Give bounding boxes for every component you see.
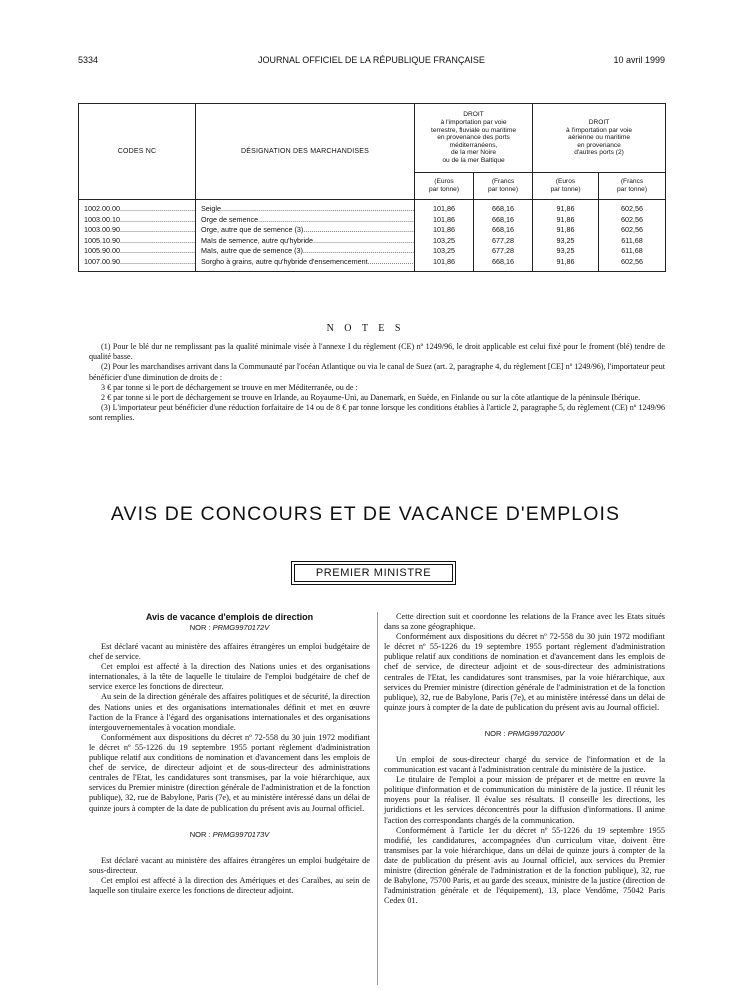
note-paragraph: (2) Pour les marchandises arrivant dans la Communauté par l'océan Atlantique ou via le canal de Suez (art. 2, paragraphe 4, du règlement [CE] nº 1249/96), l'importateur peut bénéficier d'une diminution de droits de : <box>89 362 665 382</box>
tariff-table <box>78 103 666 272</box>
issue-date: 10 avril 1999 <box>613 55 665 65</box>
header-text: (Francs <box>491 178 515 186</box>
note-paragraph: 3 € par tonne si le port de déchargement se trouve en mer Méditerranée, ou de : <box>101 382 358 392</box>
code-text: 1007.00.90 <box>84 256 120 266</box>
designation-text: Maïs, autre que de semence (3) <box>201 246 303 256</box>
header-text: par tonne) <box>487 186 519 193</box>
cell-francs-2: 602,56 <box>599 257 666 271</box>
designation-text: Orge de semence <box>201 214 259 224</box>
nor-label: NOR : <box>484 728 508 738</box>
body-paragraph: Conformément à l'article 1er du décret nº 55-1226 du 19 septembre 1955 modifié, les candidatures, accompagnées d'un curriculum vitae, doivent être transmises par la voie hiérarchique, dans un délai de quinze jours à compter de la date de publication du présent avis au Journal officiel, aux services du Premier ministre (direction générale de l'administration et de la fonction publique), 32, rue de Babylone, 75700 Paris, et au garde des sceaux, ministre de la justice (direction de l'administration générale et de l'équipement), 13, place Vendôme, 75042 Paris Cedex 01. <box>384 825 665 906</box>
body-paragraph: Au sein de la direction générale des affaires politiques et de sécurité, la direction des Nations unies et des organisations internationales définit et met en œuvre l'action de la France à l'égard des organisations internationales et des organisations intergouvernementales à vocation mondiale. <box>89 692 370 732</box>
header-text: d'autres ports (2) <box>574 149 624 157</box>
nor-code: PRMG9970172V <box>212 623 270 632</box>
cell-francs-1: 668,16 <box>474 257 533 271</box>
right-column <box>384 612 665 906</box>
body-paragraph: Est déclaré vacant au ministère des affaires étrangères un emploi budgétaire de chef de service. <box>89 642 370 662</box>
section-title-box <box>291 561 456 585</box>
header-text: en provenance des ports <box>437 134 510 142</box>
header-droit-group-2 <box>533 104 666 173</box>
left-column <box>89 612 370 896</box>
header-text: (Francs <box>620 178 644 186</box>
cell-code <box>79 257 196 271</box>
cell-code <box>79 236 196 247</box>
cell-francs-1: 668,16 <box>474 225 533 236</box>
cell-code <box>79 200 196 215</box>
header-text: DROIT <box>588 119 610 127</box>
designation-text: Orge, autre que de semence (3) <box>201 225 304 235</box>
designation-text: Maïs de semence, autre qu'hybride <box>201 235 314 245</box>
nor-reference <box>384 729 665 739</box>
journal-title: JOURNAL OFFICIEL DE LA RÉPUBLIQUE FRANÇAISE <box>258 55 485 65</box>
header-text: par tonne) <box>428 186 460 193</box>
main-title: AVIS DE CONCOURS ET DE VACANCE D'EMPLOIS <box>110 503 621 525</box>
header-text: par tonne) <box>616 186 648 193</box>
table-row <box>79 236 666 247</box>
body-paragraph: Est déclaré vacant au ministère des affaires étrangères un emploi budgétaire de sous-directeur. <box>89 855 370 875</box>
body-paragraph: Conformément aux dispositions du décret nº 72-558 du 30 juin 1972 modifiant le décret nº 55-1226 du 19 septembre 1955 portant règlement d'administration publique relatif aux conditions de nomination et d'avancement dans les emplois de chef de service, de directeur adjoint et de sous-directeur des administrations centrales de l'Etat, les candidatures sont transmises, par la voie hiérarchique, aux services du Premier ministre (direction générale de l'administration et de la fonction publique), 32, rue de Babylone, Paris (7e), et au ministère intéressé dans un délai de quinze jours à compter de la date de publication du présent avis au Journal officiel. <box>89 732 370 813</box>
header-text: à l'importation par voie <box>440 119 507 127</box>
cell-euros-1: 101,86 <box>415 225 474 236</box>
table-row <box>79 215 666 226</box>
header-text: par tonne) <box>550 186 581 193</box>
code-text: 1005.10.90 <box>84 235 120 245</box>
header-text: (Euros <box>434 178 454 186</box>
nor-code: PRMG9970173V <box>212 829 270 839</box>
cell-euros-1: 101,86 <box>415 257 474 271</box>
header-text: méditerranéens, <box>449 141 498 149</box>
section-title: PREMIER MINISTRE <box>315 567 432 579</box>
table-row <box>79 257 666 271</box>
nor-label: NOR : <box>189 623 213 632</box>
cell-designation <box>196 246 415 257</box>
cell-euros-1: 101,86 <box>415 215 474 226</box>
code-text: 1003.00.10 <box>84 214 120 224</box>
nor-reference <box>89 623 370 633</box>
note-paragraph: (3) L'importateur peut bénéficier d'une réduction forfaitaire de 14 ou de 8 € par tonne lorsque les conditions établies à l'article 2, paragraphe 5, du règlement (CE) nº 1249/96 sont remplies. <box>89 403 665 423</box>
code-text: 1002.00.00 <box>84 204 120 213</box>
table-row <box>79 200 666 215</box>
cell-euros-1: 101,86 <box>415 200 474 215</box>
header-designation: DÉSIGNATION DES MARCHANDISES <box>196 104 415 200</box>
table-row <box>79 246 666 257</box>
cell-euros-2: 91,86 <box>533 225 599 236</box>
nor-reference <box>89 830 370 840</box>
cell-code <box>79 215 196 226</box>
header-text: de la mer Noire <box>450 149 497 157</box>
article-heading: Avis de vacance d'emplois de direction <box>145 612 314 622</box>
cell-euros-1: 103,25 <box>415 236 474 247</box>
header-francs-2 <box>599 173 666 200</box>
header-francs-1 <box>474 173 533 200</box>
header-text: DROIT <box>463 111 484 119</box>
cell-francs-2: 602,56 <box>599 215 666 226</box>
header-droit-group-1 <box>415 104 533 173</box>
header-text: ou de la mer Baltique <box>442 156 505 164</box>
cell-francs-2: 602,56 <box>599 200 666 215</box>
column-divider <box>377 612 378 985</box>
page-number: 5334 <box>78 55 99 65</box>
body-paragraph: Cet emploi est affecté à la direction des Nations unies et des organisations internationales, à la tête de laquelle le titulaire de l'emploi budgétaire de chef de service exerce les fonctions de directeur. <box>89 662 370 692</box>
cell-code <box>79 225 196 236</box>
header-euros-1 <box>415 173 474 200</box>
cell-designation <box>196 200 415 215</box>
notes-heading: N O T E S <box>326 323 405 334</box>
body-paragraph: Le titulaire de l'emploi a pour mission de préparer et de mettre en œuvre la politique d'information et de communication du ministère de la justice. Il réunit les moyens pour la réaliser. Il évalue ses résultats. Il conseille les directions, les juridictions et les services déconcentrés pour la diffusion d'informations. Il anime l'action des correspondants chargés de la communication. <box>384 775 665 825</box>
header-text: à l'importation par voie <box>565 126 633 134</box>
cell-designation <box>196 257 415 271</box>
cell-francs-1: 668,16 <box>474 200 533 215</box>
nor-code: PRMG9970200V <box>507 728 565 738</box>
header-text: aérienne ou maritime <box>568 134 630 142</box>
cell-euros-2: 91,86 <box>533 215 599 226</box>
cell-designation <box>196 215 415 226</box>
cell-euros-2: 93,25 <box>533 236 599 247</box>
page-header <box>78 55 665 69</box>
cell-code <box>79 246 196 257</box>
note-paragraph: (1) Pour le blé dur ne remplissant pas la qualité minimale visée à l'annexe I du règlement (CE) nº 1249/96, le droit applicable est celui fixé pour le froment (blé) tendre de qualité basse. <box>89 342 665 362</box>
nor-label: NOR : <box>189 829 213 839</box>
cell-designation <box>196 236 415 247</box>
header-text: terrestre, fluviale ou maritime <box>431 126 517 134</box>
note-paragraph: 2 € par tonne si le port de déchargement se trouve en Irlande, au Royaume-Uni, au Danemark, en Suède, en Finlande ou sur la côte atlantique de la péninsule Ibérique. <box>101 393 641 403</box>
cell-designation <box>196 225 415 236</box>
designation-text: Sorgho à grains, autre qu'hybride d'ensemencement <box>201 256 368 266</box>
body-paragraph: Conformément aux dispositions du décret nº 72-558 du 30 juin 1972 modifiant le décret nº 55-1226 du 19 septembre 1955 portant règlement d'administration publique relatif aux conditions de nomination et d'avancement dans les emplois de chef de service, de directeur adjoint et de sous-directeur des administrations centrales de l'Etat, les candidatures sont transmises, par la voie hiérarchique, aux services du Premier ministre (direction générale de l'administration et de la fonction publique), 32, rue de Babylone, Paris (7e), et au ministère intéressé dans un délai de quinze jours à compter de la date de publication du présent avis au Journal officiel. <box>384 632 665 712</box>
body-paragraph: Un emploi de sous-directeur chargé du service de l'information et de la communication est vacant à l'administration centrale du ministère de la justice. <box>384 754 665 775</box>
notes-section <box>89 342 665 424</box>
header-codes-nc: CODES NC <box>79 104 196 200</box>
body-paragraph: Cette direction suit et coordonne les relations de la France avec les Etats situés dans sa zone géographique. <box>384 612 665 632</box>
cell-francs-1: 677,28 <box>474 236 533 247</box>
body-paragraph: Cet emploi est affecté à la direction des Amériques et des Caraïbes, au sein de laquelle son titulaire exerce les fonctions de directeur adjoint. <box>89 875 370 895</box>
code-text: 1003.00.90 <box>84 225 120 235</box>
header-text: en provenance <box>577 141 621 149</box>
cell-francs-1: 677,28 <box>474 246 533 257</box>
cell-francs-2: 611,68 <box>599 236 666 247</box>
cell-francs-2: 611,68 <box>599 246 666 257</box>
cell-francs-1: 668,16 <box>474 215 533 226</box>
cell-euros-2: 91,86 <box>533 200 599 215</box>
cell-euros-1: 103,25 <box>415 246 474 257</box>
table-row <box>79 225 666 236</box>
code-text: 1005.90.00 <box>84 246 120 256</box>
header-euros-2 <box>533 173 599 200</box>
cell-euros-2: 93,25 <box>533 246 599 257</box>
header-text: (Euros <box>555 178 576 186</box>
cell-francs-2: 602,56 <box>599 225 666 236</box>
designation-text: Seigle <box>201 204 221 213</box>
cell-euros-2: 91,86 <box>533 257 599 271</box>
